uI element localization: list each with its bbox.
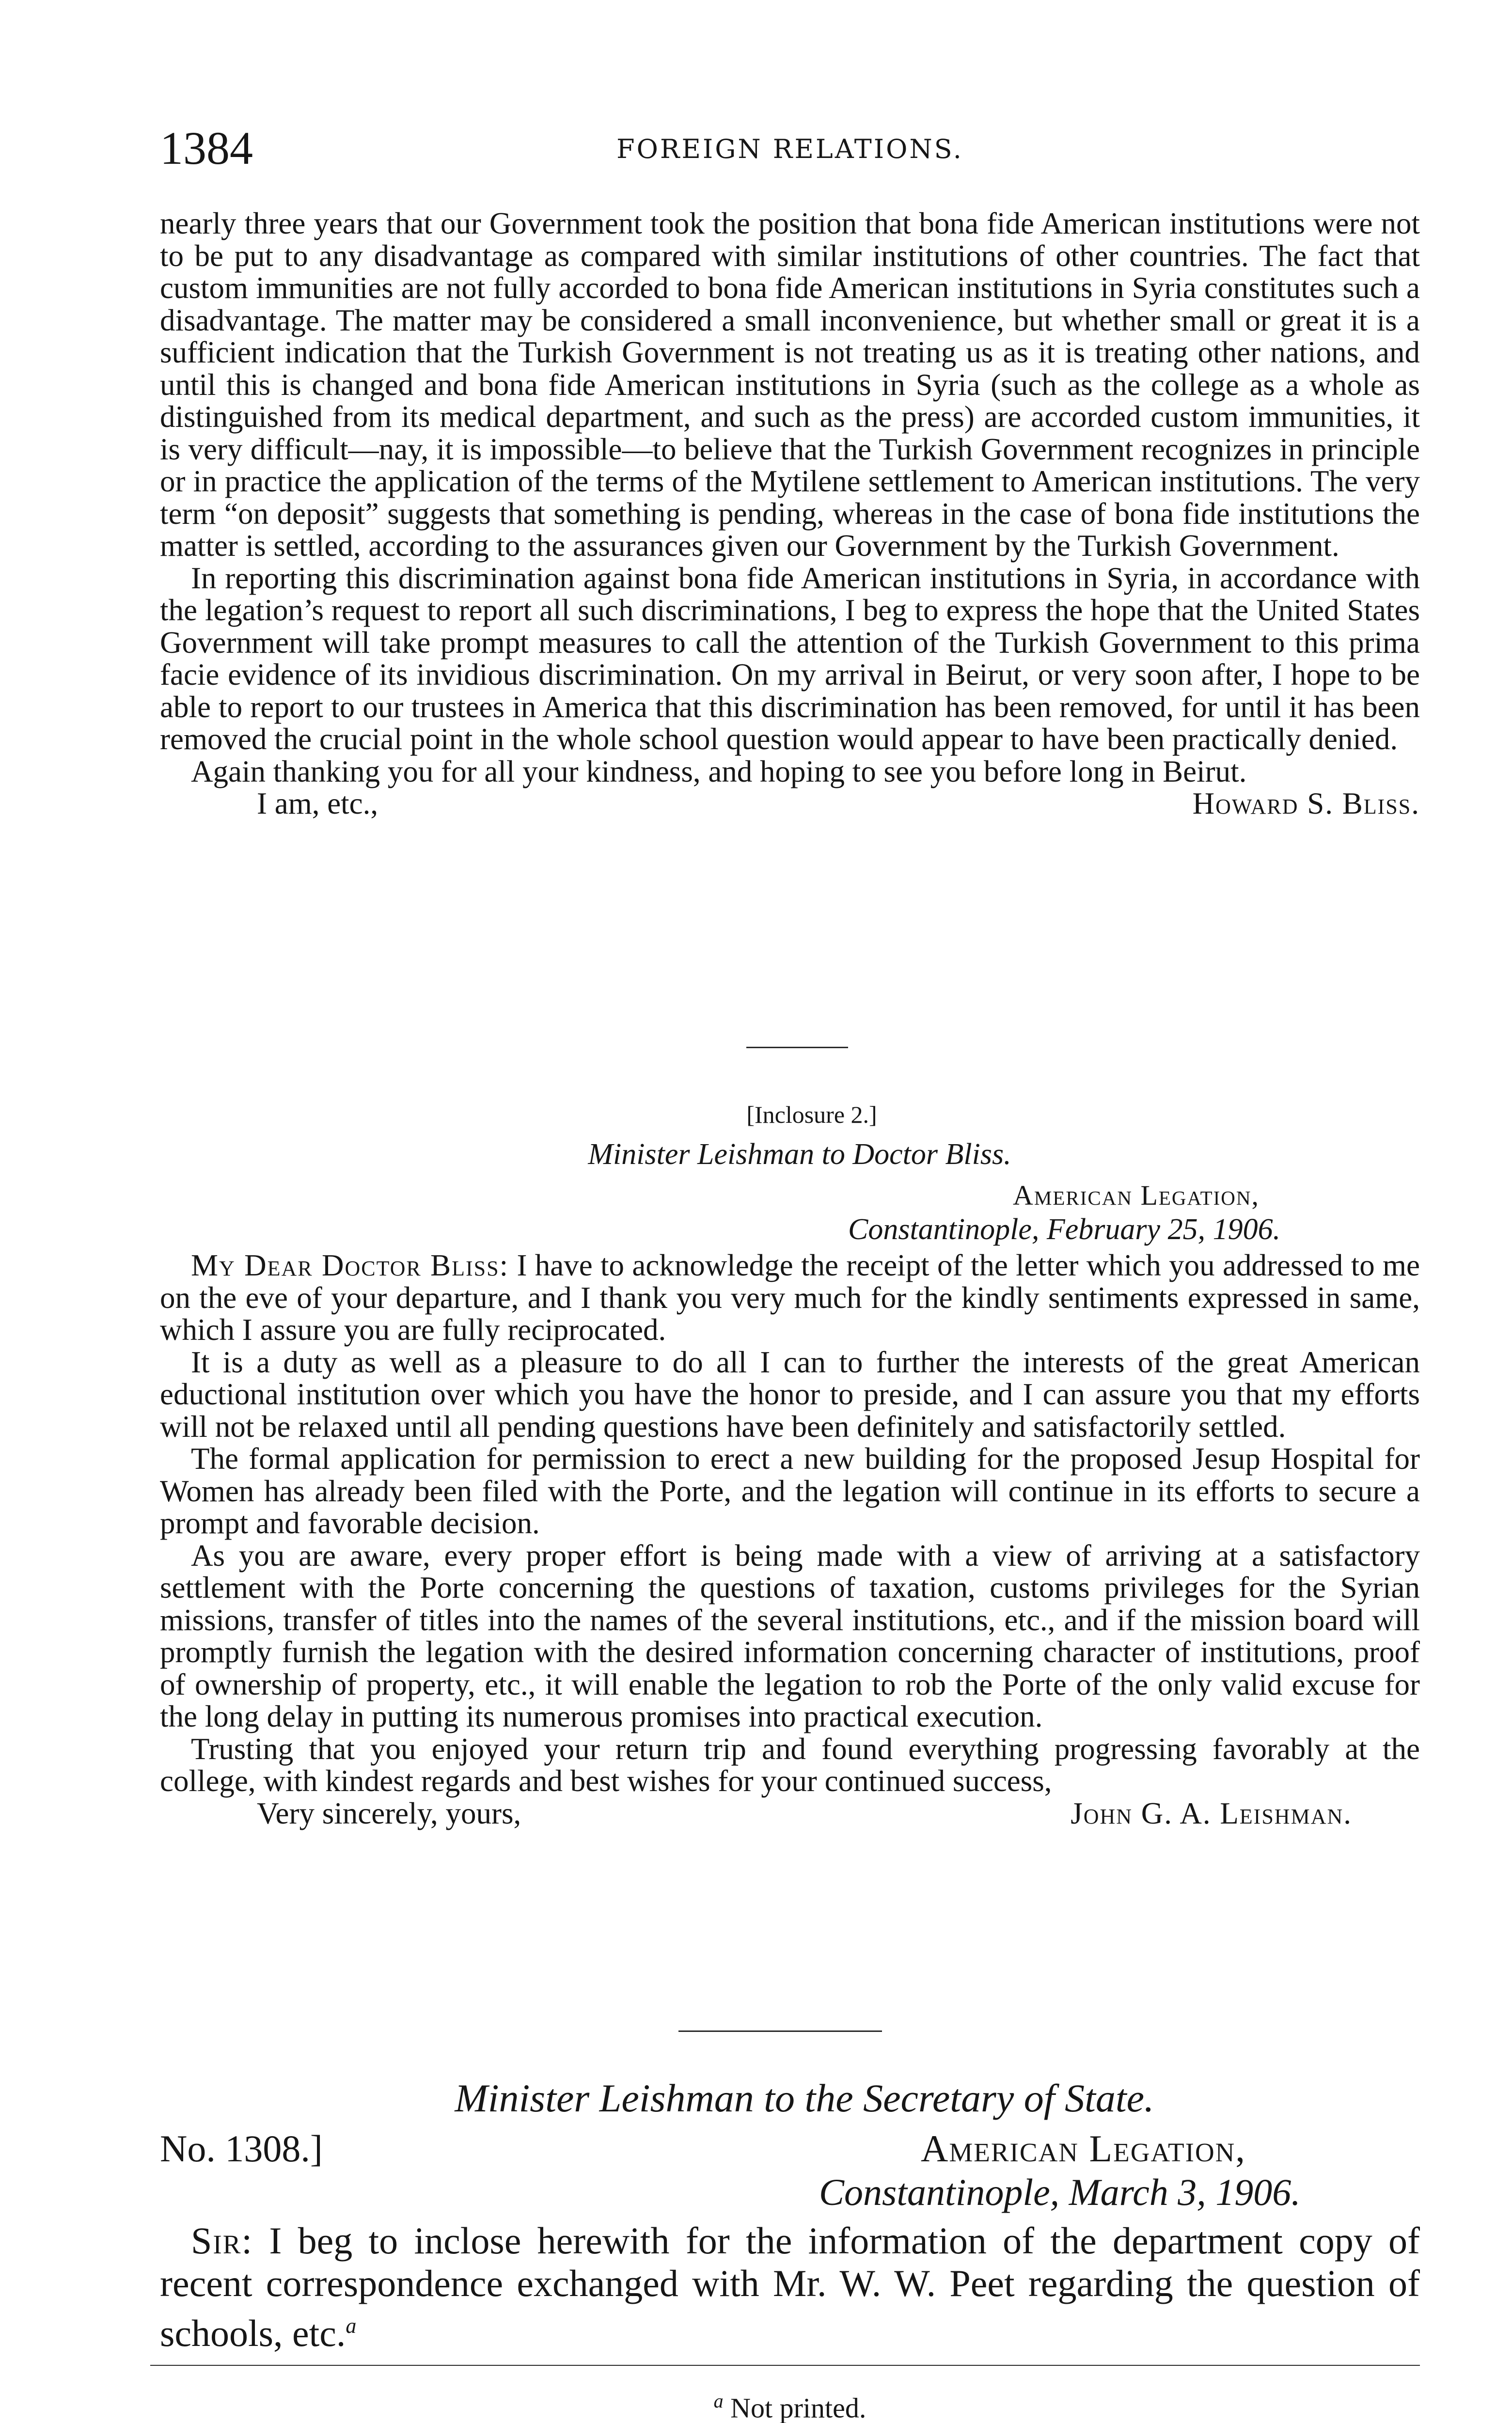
legation-place: American Legation, — [1013, 1180, 1260, 1211]
signature-bliss: Howard S. Bliss. — [1192, 787, 1420, 820]
dispatch-place: American Legation, — [921, 2127, 1246, 2170]
footnote-reference: a — [346, 2314, 357, 2338]
inclosure-2 — [160, 1095, 1420, 1829]
letter-date: Constantinople, February 25, 1906. — [848, 1213, 1281, 1246]
continuation-paragraph-2: In reporting this discrimination against bona fide American institutions in Syria, in accordance with the legation’s request to report all such discriminations, I beg to express the hope that the United States Government will take prompt measures to call the attention of the Turkish Government to this prima facie evidence of its invidious discrimination. On my arrival in Beirut, or very soon after, I hope to be able to report to our trustees in America that this discrimination has been removed, for until it has been removed the crucial point in the whole school question would appear to have been practically denied. — [160, 561, 1420, 756]
continuation-paragraph-1: nearly three years that our Government took the position that bona fide American institutions were not to be put to any disadvantage as compared with similar institutions of other countries. The fact that custom immunities are not fully accorded to bona fide American institutions in Syria constitutes such a disadvantage. The matter may be considered a small inconvenience, but whether small or great it is a sufficient indication that the Turkish Government is not treating us as it is treating other nations, and until this is changed and bona fide American institutions in Syria (such as the college as a whole as distinguished from its medical department, and such as the press) are accorded custom immunities, it is very difficult—nay, it is impossible—to believe that the Turkish Government recognizes in principle or in practice the application of the terms of the Mytilene settlement to American institutions. The very term “on deposit” suggests that something is pending, whereas in the case of bona fide institutions the matter is settled, according to the assurances given our Government by the Turkish Government. — [160, 206, 1420, 563]
section-divider — [678, 2030, 882, 2032]
footnote-mark: a — [713, 2390, 724, 2412]
footnote-rule — [150, 2365, 1420, 2366]
bliss-letter-continuation — [160, 207, 1420, 820]
inclosure-title: Minister Leishman to Doctor Bliss. — [588, 1138, 1011, 1171]
bliss-signature-line — [160, 787, 1420, 820]
page-header — [160, 121, 1420, 179]
dispatch-date: Constantinople, March 3, 1906. — [819, 2171, 1301, 2213]
closing: Very sincerely, yours, — [257, 1796, 521, 1830]
page-number: 1384 — [160, 122, 253, 174]
dispatch-number: No. 1308.] — [160, 2127, 323, 2170]
dispatch-title: Minister Leishman to the Secretary of State. — [455, 2076, 1154, 2120]
inclosure-label: [Inclosure 2.] — [746, 1101, 877, 1128]
inclosure-paragraph-4: As you are aware, every proper effort is being made with a view of arriving at a satisfactory settlement with the Porte concerning the questions of taxation, customs privileges for the Syrian missions, transfer of titles into the names of the several institutions, etc., and if the mission board will promptly furnish the legation with the desired information concerning character of institutions, proof of ownership of property, etc., it will enable the legation to rob the Porte of the only valid excuse for the long delay in putting its numerous promises into practical execution. — [160, 1538, 1420, 1733]
running-head: FOREIGN RELATIONS. — [616, 134, 963, 164]
dispatch-body: I beg to inclose herewith for the information of the department copy of recent correspondence exchanged with Mr. W. W. Peet regarding the question of schools, etc. — [160, 2219, 1420, 2354]
dispatch-1308 — [160, 2074, 1420, 2355]
dispatch-heading — [160, 2127, 1420, 2219]
section-divider-short — [746, 1047, 848, 1048]
footnote — [160, 2384, 1420, 2423]
dispatch-salutation: Sir: — [191, 2219, 253, 2262]
inclosure-paragraph-5: Trusting that you enjoyed your return trip and found everything progressing favorably at the college, with kindest regards and best wishes for your continued success, — [160, 1731, 1420, 1798]
leishman-signature-line — [160, 1797, 1420, 1830]
inclosure-paragraph-1: I have to acknowledge the receipt of the letter which you addressed to me on the eve of your departure, and I thank you very much for the kindly sentiments expressed in same, which I assure you are fully reciprocated. — [160, 1248, 1420, 1347]
inclosure-paragraph-2: It is a duty as well as a pleasure to do all I can to further the interests of the great American eductional institution over which you have the honor to preside, and I can assure you that my efforts will not be relaxed until all pending questions have been definitely and satisfactorily settled. — [160, 1345, 1420, 1444]
salutation: My Dear Doctor Bliss: — [191, 1248, 509, 1282]
continuation-paragraph-3: Again thanking you for all your kindness, and hoping to see you before long in Beirut. — [191, 754, 1247, 788]
footnote-text: Not printed. — [730, 2392, 866, 2423]
inclosure-paragraph-3: The formal application for permission to erect a new building for the proposed Jesup Hospital for Women has already been filed with the Porte, and the legation will continue in its efforts to secure a prompt and favorable decision. — [160, 1442, 1420, 1540]
closing: I am, etc., — [257, 787, 378, 820]
signature-leishman: John G. A. Leishman. — [1071, 1796, 1352, 1830]
